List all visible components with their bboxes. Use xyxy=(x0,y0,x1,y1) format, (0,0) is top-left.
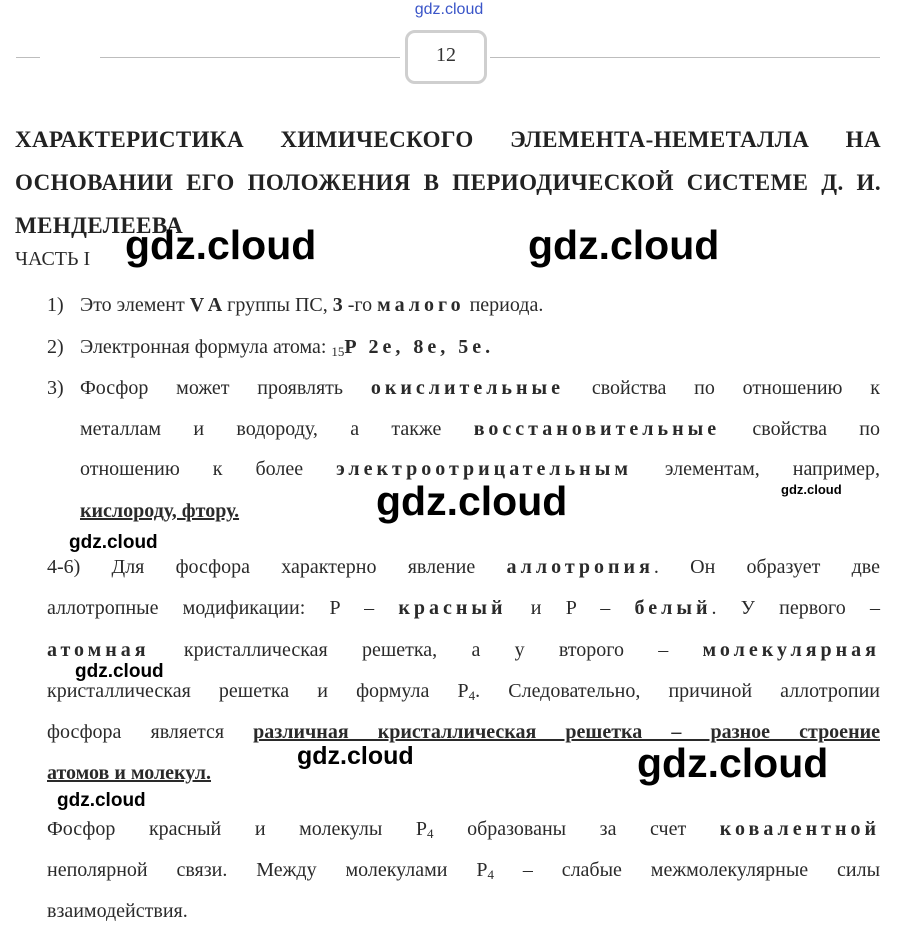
item-3-answer: кислороду, фтору. xyxy=(80,500,240,522)
watermark: gdz.cloud xyxy=(528,222,720,268)
watermark: gdz.cloud xyxy=(297,742,414,770)
watermark: gdz.cloud xyxy=(125,222,317,268)
allotropy-reason-answer: различная кристаллическая решетка – разное строение xyxy=(253,721,880,743)
item-number: 2) xyxy=(47,336,64,358)
para-last-line-2: неполярной связи. Между молекулами $P_4$ – слабые межмолекулярные силы xyxy=(47,859,881,882)
group-answer: V A xyxy=(189,294,223,316)
watermark: gdz.cloud xyxy=(57,790,146,811)
watermark: gdz.cloud xyxy=(781,482,842,497)
item-3-line-1: Фосфор может проявлять окислительные свойства по отношению к xyxy=(80,377,880,399)
period-size-answer: малого xyxy=(377,294,465,316)
electron-formula: P 2e, 8e, 5e. xyxy=(344,336,495,358)
covalent-answer: ковалентной xyxy=(719,818,880,840)
watermark: gdz.cloud xyxy=(75,661,164,682)
period-answer: 3 xyxy=(332,294,343,316)
watermark: gdz.cloud xyxy=(376,478,568,524)
para-46-line-2: аллотропные модификации: P – красный и P – белый. У первого – xyxy=(47,597,880,619)
molecular-answer: молекулярная xyxy=(702,639,880,661)
item-number: 1) xyxy=(47,294,64,316)
document-title: ХАРАКТЕРИСТИКА ХИМИЧЕСКОГО ЭЛЕМЕНТА-НЕМЕТАЛЛА НА ОСНОВАНИИ ЕГО ПОЛОЖЕНИЯ В ПЕРИОДИЧЕСКОЙ СИСТЕМЕ Д. И. МЕНДЕЛЕЕВА xyxy=(15,127,881,238)
item-1-text: Это элемент V A группы ПС, 3 -го малого периода. xyxy=(80,294,544,316)
watermark: gdz.cloud xyxy=(69,532,158,553)
oxidizing-answer: окислительные xyxy=(370,377,565,399)
atomic-answer: атомная xyxy=(47,639,150,661)
page-number: 12 xyxy=(405,30,487,84)
para-last-line-3: взаимодействия. xyxy=(47,900,188,922)
part-label: ЧАСТЬ I xyxy=(15,248,91,270)
watermark-top: gdz.cloud xyxy=(414,1,484,18)
allotropy-answer: аллотропия xyxy=(506,556,654,578)
para-46-line-6: атомов и молекул. xyxy=(47,762,212,784)
item-3-line-3: отношению к более электроотрицательным элементам, например, xyxy=(80,458,880,480)
electronegative-answer: электроотрицательным xyxy=(336,458,632,480)
item-2-text: Электронная формула атома: $_{15}$P 2e, 8e, 5e. xyxy=(80,336,495,359)
item-number: 3) xyxy=(47,377,64,399)
watermark: gdz.cloud xyxy=(637,740,829,786)
white-answer: белый xyxy=(634,597,712,619)
item-3-line-2: металлам и водороду, а также восстановительные свойства по xyxy=(80,418,880,440)
header-rule-right xyxy=(490,57,880,58)
reducing-answer: восстановительные xyxy=(473,418,721,440)
para-46-line-1: 4-6) Для фосфора характерно явление аллотропия. Он образует две xyxy=(47,556,880,578)
red-answer: красный xyxy=(398,597,507,619)
header-rule-left xyxy=(100,57,400,58)
header-rule-left-short xyxy=(16,57,40,58)
para-46-line-4: кристаллическая решетка и формула $P_4$. Следовательно, причиной аллотропии xyxy=(47,680,880,703)
para-last-line-1: Фосфор красный и молекулы $P_4$ образованы за счет ковалентной xyxy=(47,818,880,841)
para-46-line-5: фосфора является различная кристаллическая решетка – разное строение xyxy=(47,721,880,743)
para-46-line-3: атомная кристаллическая решетка, а у второго – молекулярная xyxy=(47,639,880,661)
